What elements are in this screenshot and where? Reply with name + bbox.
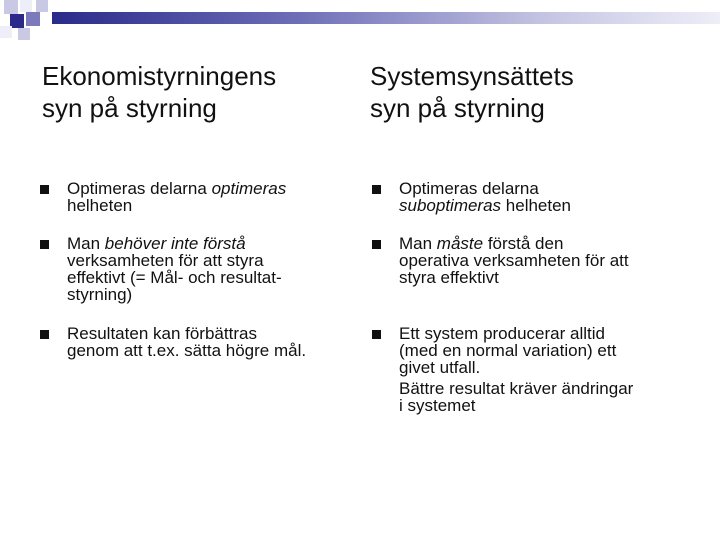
right-item-1-line-1: Optimeras delarna [399,179,539,198]
title-decoration [0,0,720,40]
right-item-3-line-5: i systemet [399,396,476,415]
right-item-2 [372,235,702,286]
left-item-3 [40,325,360,359]
right-item-3-line-3: givet utfall. [399,358,481,377]
left-item-1 [40,180,360,214]
left-item-2-line-2: verksamheten för att styra [67,251,264,270]
left-item-2-line-1: Man behöver inte förstå [67,234,246,253]
right-item-2-line-1: Man måste förstå den [399,234,564,253]
deco-square-3 [36,0,48,12]
deco-square-4 [10,14,24,28]
square-bullet-icon [40,185,49,194]
left-item-2 [40,235,360,303]
left-item-2-line-4: styrning) [67,285,133,304]
square-bullet-icon [372,330,381,339]
right-item-3-line-2: (med en normal variation) ett [399,341,617,360]
right-item-2-line-3: styra effektivt [399,268,499,287]
right-column-title [370,60,690,124]
left-item-2-line-3: effektivt (= Mål- och resultat- [67,268,282,287]
deco-square-7 [18,28,30,40]
left-title-line-2: syn på styrning [42,93,217,123]
right-item-3 [372,325,702,414]
right-item-1-line-2: suboptimeras helheten [399,196,572,215]
left-column-title [42,60,342,124]
right-item-3-line-1: Ett system producerar alltid [399,324,605,343]
left-bullet-list [40,180,360,359]
deco-gradient-bar [52,12,720,24]
deco-square-2 [20,0,32,12]
right-bullet-list [372,180,702,414]
right-item-3-line-4: Bättre resultat kräver ändringar [399,379,634,398]
square-bullet-icon [372,240,381,249]
right-title-line-2: syn på styrning [370,93,545,123]
left-title-line-1: Ekonomistyrningens [42,61,277,91]
left-item-3-line-2: genom att t.ex. sätta högre mål. [67,341,307,360]
deco-square-6 [0,26,12,38]
right-title-line-1: Systemsynsättets [370,61,574,91]
left-item-1-line-1: Optimeras delarna optimeras [67,179,287,198]
right-item-1 [372,180,702,214]
deco-square-1 [4,0,18,14]
left-item-1-line-2: helheten [67,196,133,215]
left-item-3-line-1: Resultaten kan förbättras [67,324,257,343]
right-item-2-line-2: operativa verksamheten för att [399,251,629,270]
square-bullet-icon [40,240,49,249]
square-bullet-icon [372,185,381,194]
square-bullet-icon [40,330,49,339]
deco-square-5 [26,12,40,26]
